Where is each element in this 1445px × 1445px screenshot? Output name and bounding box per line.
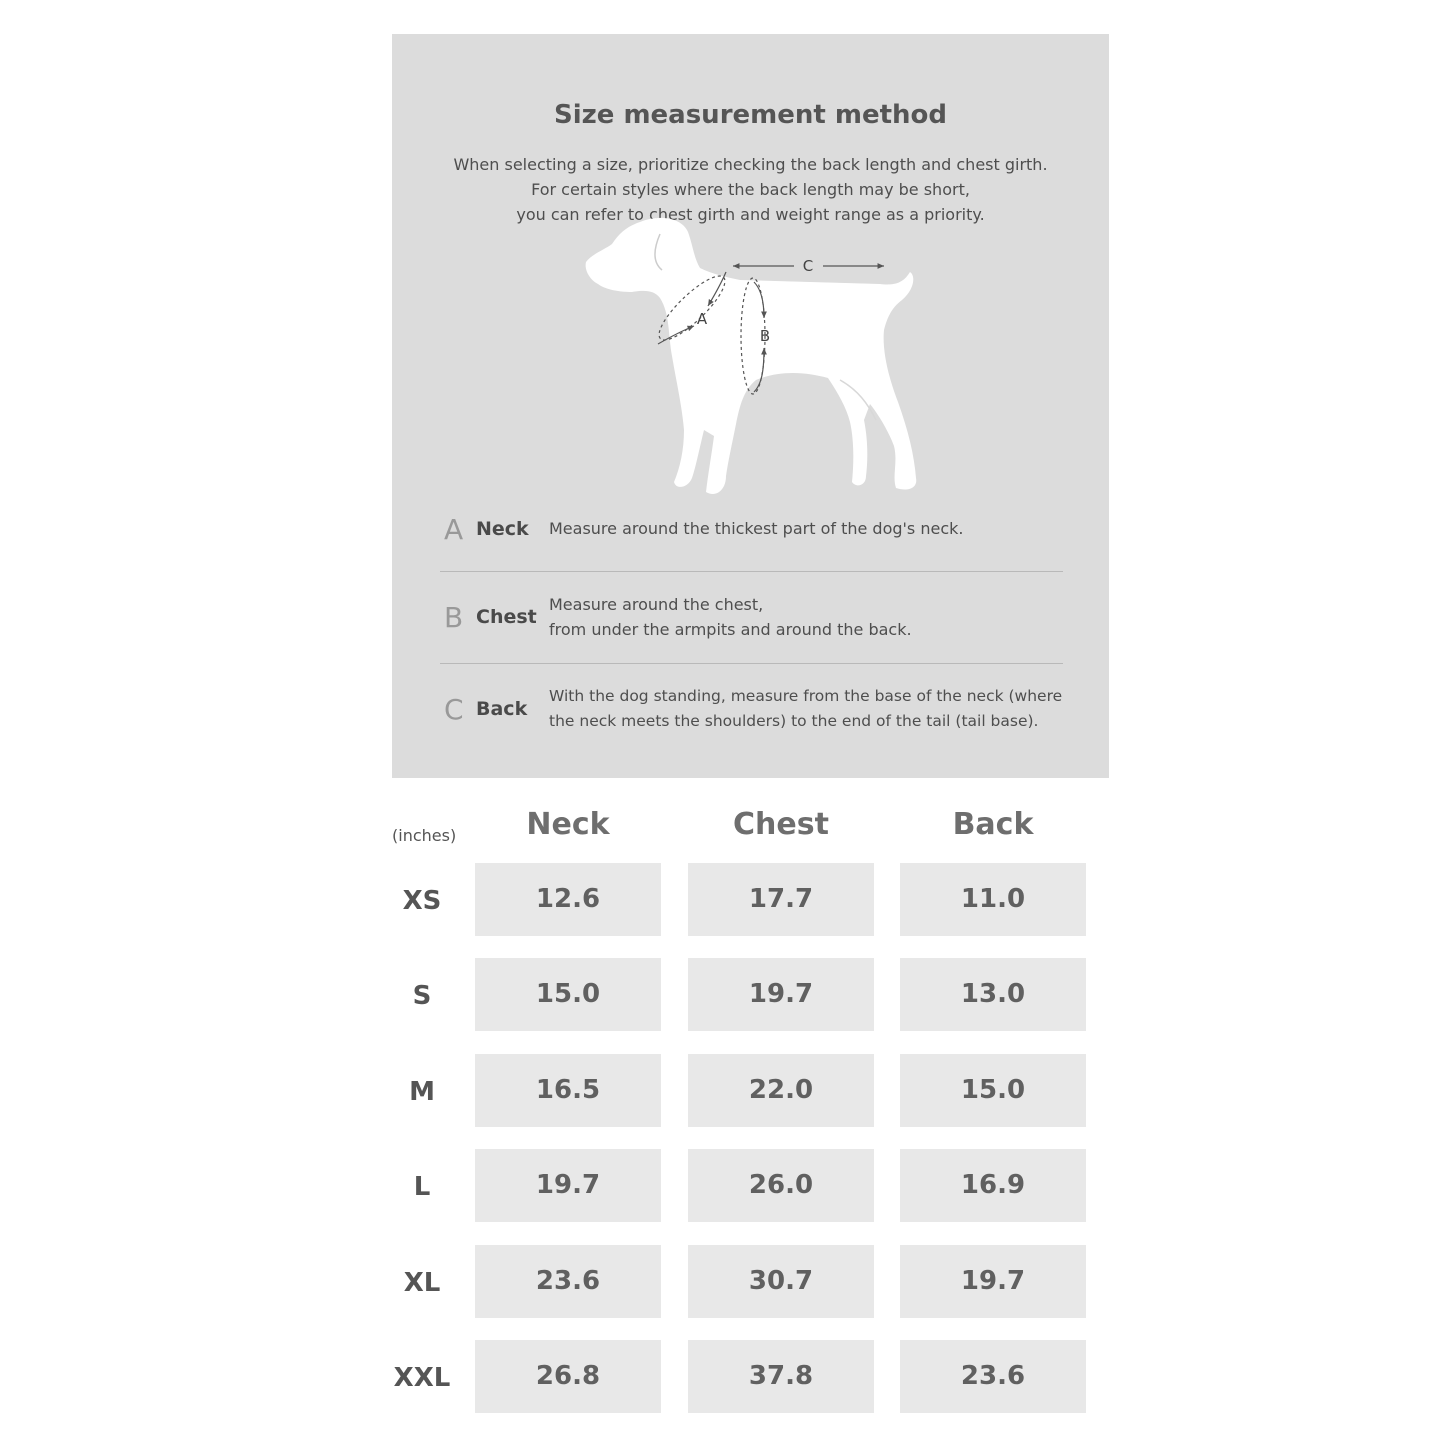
column-header-back: Back xyxy=(952,807,1034,842)
measurement-letter: C xyxy=(444,693,464,726)
column-header-chest: Chest xyxy=(733,807,829,842)
unit-label: (inches) xyxy=(392,826,457,845)
diagram-label-a: A xyxy=(696,310,708,328)
table-cell: 16.9 xyxy=(900,1149,1086,1222)
diagram-label-c: C xyxy=(802,257,814,275)
table-cell: 26.8 xyxy=(475,1340,661,1413)
guide-intro-line: When selecting a size, prioritize checking the back length and chest girth. xyxy=(453,155,1048,174)
table-cell: 19.7 xyxy=(688,958,874,1031)
guide-intro-line: For certain styles where the back length may be short, xyxy=(531,180,970,199)
table-cell: 23.6 xyxy=(475,1245,661,1318)
measurement-desc xyxy=(549,592,1079,642)
table-cell: 16.5 xyxy=(475,1054,661,1127)
measurement-desc xyxy=(549,684,1079,734)
measurement-desc xyxy=(549,516,1079,541)
table-cell: 30.7 xyxy=(688,1245,874,1318)
measurement-part: Neck xyxy=(476,518,529,540)
table-cell: 23.6 xyxy=(900,1340,1086,1413)
table-cell: 26.0 xyxy=(688,1149,874,1222)
column-header-neck: Neck xyxy=(526,807,610,842)
measurement-letter: A xyxy=(444,513,464,546)
measurement-letter: B xyxy=(444,601,464,634)
guide-intro-line: you can refer to chest girth and weight range as a priority. xyxy=(516,205,985,224)
diagram-label-b: B xyxy=(759,327,771,345)
table-cell: 12.6 xyxy=(475,863,661,936)
measurement-desc-line: Measure around the chest, xyxy=(549,595,764,614)
size-label: L xyxy=(413,1172,431,1202)
size-label: S xyxy=(412,981,432,1011)
measurement-part: Chest xyxy=(476,606,537,628)
table-cell: 19.7 xyxy=(475,1149,661,1222)
measurement-desc-line: from under the armpits and around the back. xyxy=(549,620,912,639)
table-cell: 17.7 xyxy=(688,863,874,936)
size-label: XS xyxy=(402,886,442,916)
measurement-part: Back xyxy=(476,698,528,720)
dog-measurement-diagram xyxy=(576,210,924,502)
table-cell: 15.0 xyxy=(900,1054,1086,1127)
size-label: M xyxy=(409,1077,435,1107)
measurement-desc-line: Measure around the thickest part of the dog's neck. xyxy=(549,519,964,538)
table-cell: 37.8 xyxy=(688,1340,874,1413)
divider xyxy=(440,571,1063,572)
measurement-desc-line: the neck meets the shoulders) to the end of the tail (tail base). xyxy=(549,712,1039,730)
table-cell: 15.0 xyxy=(475,958,661,1031)
table-cell: 11.0 xyxy=(900,863,1086,936)
dog-silhouette-icon xyxy=(586,218,917,494)
table-cell: 13.0 xyxy=(900,958,1086,1031)
measurement-desc-line: With the dog standing, measure from the base of the neck (where xyxy=(549,687,1063,705)
size-label: XXL xyxy=(393,1363,451,1393)
table-cell: 19.7 xyxy=(900,1245,1086,1318)
table-cell: 22.0 xyxy=(688,1054,874,1127)
guide-title: Size measurement method xyxy=(553,100,948,130)
size-label: XL xyxy=(403,1268,441,1298)
divider xyxy=(440,663,1063,664)
